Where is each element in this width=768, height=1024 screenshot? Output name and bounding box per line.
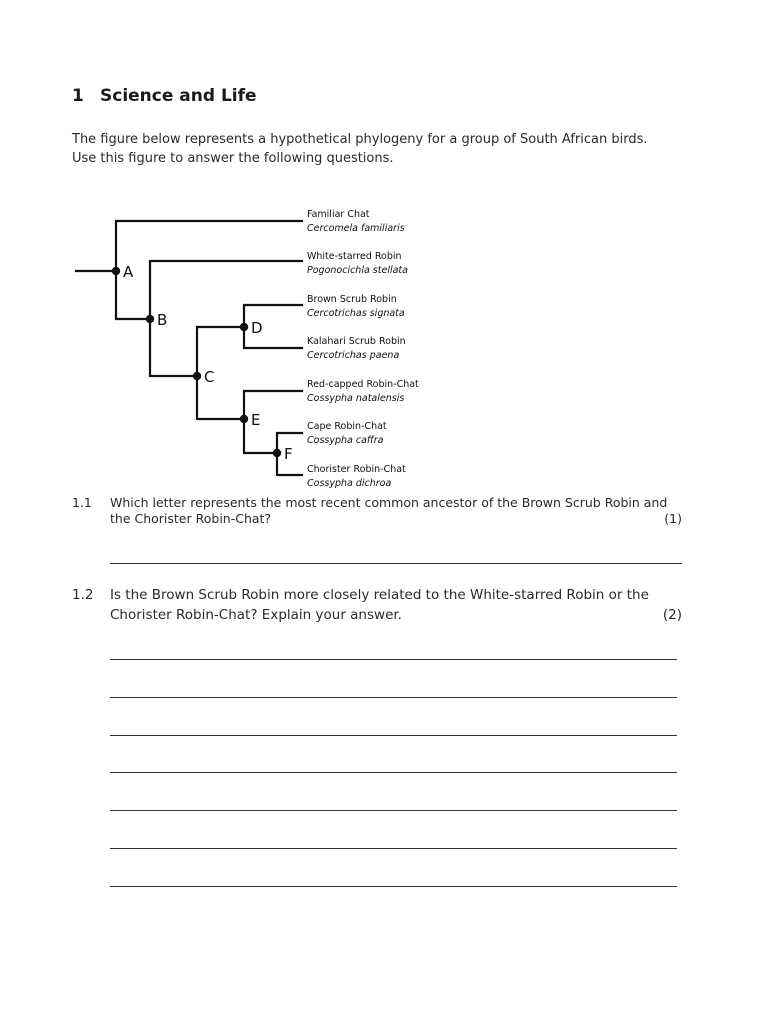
taxon-6-scientific: Cossypha caffra	[307, 435, 384, 446]
intro-paragraph	[72, 130, 712, 168]
taxa-labels	[307, 209, 419, 489]
taxon-1-scientific: Cercomela familiaris	[307, 223, 405, 234]
taxon-3-scientific: Cercotrichas signata	[307, 308, 405, 319]
answer-line-q1-2-3[interactable]	[110, 735, 677, 736]
question-text-line-1: Is the Brown Scrub Robin more closely related to the White-starred Robin or the	[110, 587, 649, 603]
question-text-line-1: Which letter represents the most recent common ancestor of the Brown Scrub Robin and	[110, 495, 668, 510]
question-text-line-2: the Chorister Robin-Chat?	[110, 511, 272, 526]
taxon-6-common: Cape Robin-Chat	[307, 421, 387, 432]
answer-line-q1-2-1[interactable]	[110, 659, 677, 660]
answer-line-q1-2-7[interactable]	[110, 886, 677, 887]
branch-b	[150, 261, 302, 376]
taxon-4-scientific: Cercotrichas paena	[307, 350, 400, 361]
node-e-dot	[240, 415, 248, 423]
taxon-3-common: Brown Scrub Robin	[307, 294, 397, 305]
node-label-d: D	[251, 319, 263, 337]
question-text	[110, 495, 680, 527]
tree-branches	[76, 221, 302, 475]
node-c-dot	[193, 372, 201, 380]
taxon-5-scientific: Cossypha natalensis	[307, 393, 405, 404]
answer-line-q1-2-6[interactable]	[110, 848, 677, 849]
taxon-5-common: Red-capped Robin-Chat	[307, 379, 419, 390]
node-label-c: C	[204, 368, 215, 386]
section-number: 1	[72, 86, 84, 106]
taxon-2-scientific: Pogonocichla stellata	[307, 265, 408, 276]
answer-line-q1-2-5[interactable]	[110, 810, 677, 811]
question-1-1	[72, 495, 682, 529]
intro-line-2: Use this figure to answer the following questions.	[72, 151, 394, 166]
question-number: 1.2	[72, 587, 94, 603]
answer-line-q1-1[interactable]	[110, 563, 682, 564]
section-title: Science and Life	[100, 86, 257, 106]
taxon-4-common: Kalahari Scrub Robin	[307, 336, 406, 347]
node-a-dot	[112, 267, 120, 275]
intro-line-1: The figure below represents a hypothetical phylogeny for a group of South African birds.	[72, 132, 648, 147]
node-label-a: A	[123, 263, 134, 281]
node-label-e: E	[251, 411, 261, 429]
taxon-1-common: Familiar Chat	[307, 209, 370, 220]
taxon-7-common: Chorister Robin-Chat	[307, 464, 406, 475]
node-label-f: F	[284, 445, 293, 463]
question-marks: (1)	[664, 511, 682, 526]
question-text	[110, 585, 680, 625]
taxon-2-common: White-starred Robin	[307, 251, 402, 262]
node-labels	[123, 263, 293, 463]
question-1-2	[72, 585, 682, 625]
question-marks: (2)	[662, 607, 682, 623]
node-b-dot	[146, 315, 154, 323]
answer-line-q1-2-4[interactable]	[110, 772, 677, 773]
node-d-dot	[240, 323, 248, 331]
question-number: 1.1	[72, 495, 92, 510]
node-label-b: B	[157, 311, 168, 329]
question-text-line-2: Chorister Robin-Chat? Explain your answer.	[110, 607, 402, 623]
answer-line-q1-2-2[interactable]	[110, 697, 677, 698]
section-heading	[72, 86, 257, 106]
taxon-7-scientific: Cossypha dichroa	[307, 478, 392, 489]
node-f-dot	[273, 449, 281, 457]
phylogeny-tree	[72, 205, 427, 490]
